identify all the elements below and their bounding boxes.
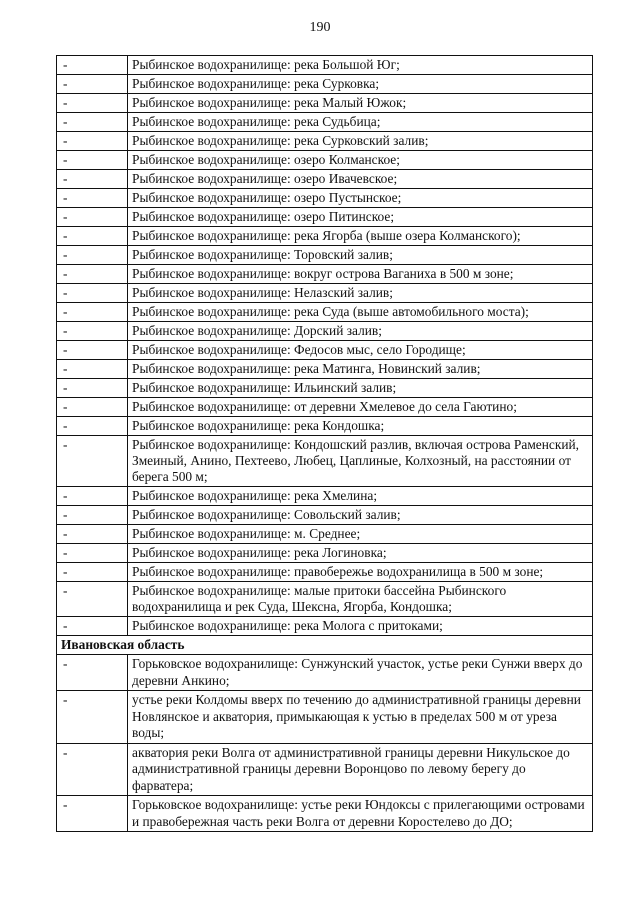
row-text: Рыбинское водохранилище: Торовский залив;: [128, 246, 593, 265]
row-dash: -: [57, 417, 128, 436]
table-row: [57, 132, 593, 151]
row-dash: -: [57, 113, 128, 132]
row-dash: -: [57, 170, 128, 189]
table-row: [57, 417, 593, 436]
row-text: Рыбинское водохранилище: правобережье водохранилища в 500 м зоне;: [128, 563, 593, 582]
row-text: Рыбинское водохранилище: река Малый Южок;: [128, 94, 593, 113]
row-text: Рыбинское водохранилище: река Сурковский залив;: [128, 132, 593, 151]
table-row: [57, 743, 593, 796]
row-dash: -: [57, 743, 128, 796]
row-dash: -: [57, 796, 128, 832]
row-dash: -: [57, 506, 128, 525]
row-dash: -: [57, 655, 128, 691]
row-text: Рыбинское водохранилище: озеро Пустынское;: [128, 189, 593, 208]
rybinsk-section: [57, 56, 593, 636]
row-text: Рыбинское водохранилище: озеро Питинское;: [128, 208, 593, 227]
row-text: Горьковское водохранилище: Сунжунский участок, устье реки Сунжи вверх до деревни Анкино;: [128, 655, 593, 691]
row-dash: -: [57, 303, 128, 322]
row-dash: -: [57, 246, 128, 265]
table-row: [57, 208, 593, 227]
table-row: [57, 227, 593, 246]
table-row: [57, 56, 593, 75]
table-row: [57, 379, 593, 398]
row-text: Рыбинское водохранилище: река Сурковка;: [128, 75, 593, 94]
row-dash: -: [57, 189, 128, 208]
row-text: Рыбинское водохранилище: река Логиновка;: [128, 544, 593, 563]
row-text: Рыбинское водохранилище: Дорский залив;: [128, 322, 593, 341]
row-dash: -: [57, 617, 128, 636]
table-row: [57, 398, 593, 417]
page-number: 190: [309, 20, 331, 35]
table-row: [57, 75, 593, 94]
table-row: [57, 113, 593, 132]
row-dash: -: [57, 487, 128, 506]
row-text: Рыбинское водохранилище: река Кондошка;: [128, 417, 593, 436]
ivanovo-section: [57, 636, 593, 655]
row-dash: -: [57, 284, 128, 303]
row-text: Рыбинское водохранилище: вокруг острова Ваганиха в 500 м зоне;: [128, 265, 593, 284]
table-row: [57, 582, 593, 617]
table-row: [57, 265, 593, 284]
row-text: Рыбинское водохранилище: Федосов мыс, село Городище;: [128, 341, 593, 360]
row-dash: -: [57, 322, 128, 341]
row-text: Рыбинское водохранилище: река Судьбица;: [128, 113, 593, 132]
table-row: [57, 796, 593, 832]
row-dash: -: [57, 56, 128, 75]
table-row: [57, 506, 593, 525]
row-dash: -: [57, 691, 128, 744]
row-text: Рыбинское водохранилище: озеро Колманское;: [128, 151, 593, 170]
table-row: [57, 94, 593, 113]
table-row: [57, 170, 593, 189]
row-dash: -: [57, 132, 128, 151]
table-row: [57, 284, 593, 303]
row-text: Рыбинское водохранилище: от деревни Хмелевое до села Гаютино;: [128, 398, 593, 417]
row-text: устье реки Колдомы вверх по течению до административной границы деревни Новлянское и акватория, примыкающая к устью в пределах 500 м от уреза воды;: [128, 691, 593, 744]
table-row: [57, 303, 593, 322]
table-row: [57, 525, 593, 544]
row-text: Рыбинское водохранилище: река Матинга, Новинский залив;: [128, 360, 593, 379]
row-dash: -: [57, 544, 128, 563]
table-row: [57, 691, 593, 744]
table-row: [57, 544, 593, 563]
table-row: [57, 563, 593, 582]
row-dash: -: [57, 75, 128, 94]
row-text: Рыбинское водохранилище: Совольский залив;: [128, 506, 593, 525]
table-row: [57, 151, 593, 170]
row-dash: -: [57, 525, 128, 544]
row-dash: -: [57, 436, 128, 487]
row-dash: -: [57, 265, 128, 284]
row-dash: -: [57, 227, 128, 246]
row-text: Рыбинское водохранилище: река Молога с притоками;: [128, 617, 593, 636]
table-row: [57, 655, 593, 691]
region-heading: Ивановская область: [57, 636, 593, 655]
table-row: [57, 617, 593, 636]
row-dash: -: [57, 151, 128, 170]
table-row: [57, 189, 593, 208]
row-text: Рыбинское водохранилище: Нелазский залив;: [128, 284, 593, 303]
row-dash: -: [57, 398, 128, 417]
row-text: Рыбинское водохранилище: река Суда (выше автомобильного моста);: [128, 303, 593, 322]
table-row: [57, 360, 593, 379]
row-dash: -: [57, 360, 128, 379]
row-text: Горьковское водохранилище: устье реки Юндоксы с прилегающими островами и правобережная часть реки Волга от деревни Коростелево до ДО;: [128, 796, 593, 832]
row-text: Рыбинское водохранилище: река Хмелина;: [128, 487, 593, 506]
water-areas-table: [56, 55, 593, 832]
row-text: Рыбинское водохранилище: река Ягорба (выше озера Колманского);: [128, 227, 593, 246]
table-row: [57, 487, 593, 506]
row-text: Рыбинское водохранилище: река Большой Юг;: [128, 56, 593, 75]
row-text: Рыбинское водохранилище: м. Среднее;: [128, 525, 593, 544]
row-dash: -: [57, 341, 128, 360]
row-dash: -: [57, 379, 128, 398]
row-text: Рыбинское водохранилище: озеро Ивачевское;: [128, 170, 593, 189]
table-row: [57, 341, 593, 360]
table-row: [57, 436, 593, 487]
row-text: Рыбинское водохранилище: малые притоки бассейна Рыбинского водохранилища и рек Суда, Шексна, Ягорба, Кондошка;: [128, 582, 593, 617]
row-text: Рыбинское водохранилище: Кондошский разлив, включая острова Раменский, Змеиный, Анино, Пехтеево, Любец, Цаплиные, Колхозный, на расстоянии от берега 500 м;: [128, 436, 593, 487]
row-dash: -: [57, 563, 128, 582]
row-dash: -: [57, 582, 128, 617]
table-row: [57, 246, 593, 265]
ivanovo-rows: [57, 655, 593, 832]
table-row: [57, 322, 593, 341]
row-dash: -: [57, 94, 128, 113]
row-text: акватория реки Волга от административной границы деревни Никульское до административной границы деревни Воронцово по левому берегу до фарватера;: [128, 743, 593, 796]
row-text: Рыбинское водохранилище: Ильинский залив;: [128, 379, 593, 398]
row-dash: -: [57, 208, 128, 227]
